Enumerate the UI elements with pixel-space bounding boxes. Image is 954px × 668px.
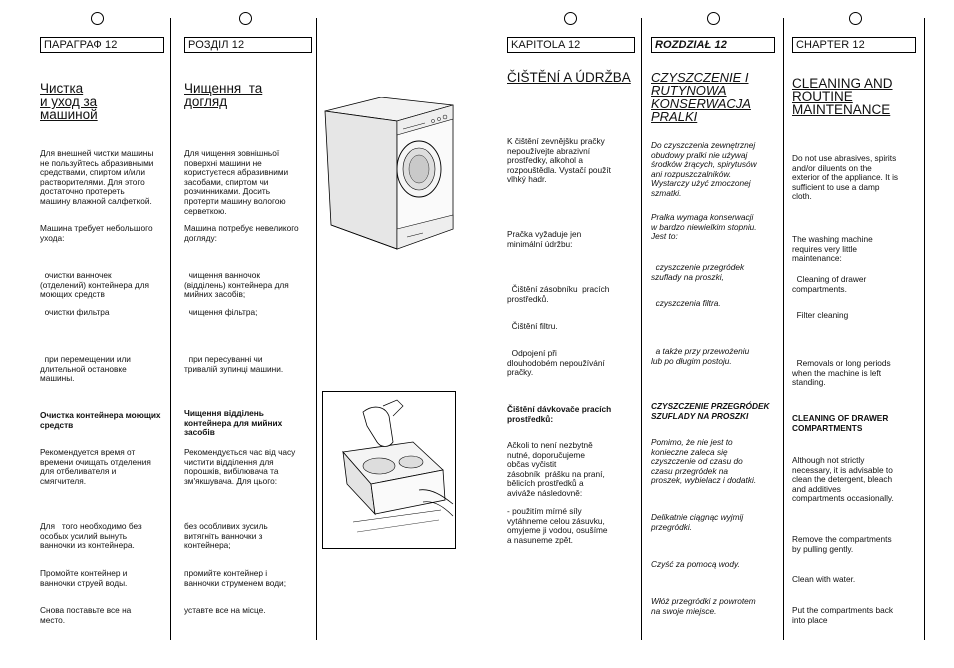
text-line: (отделений) контейнера для (40, 279, 150, 290)
text-line: Чистка (40, 81, 84, 96)
drawer-paragraph (651, 438, 756, 486)
column-divider (783, 18, 784, 640)
text-line: длительной остановке (40, 363, 127, 374)
section-title (792, 77, 893, 116)
text-line: czyszczenie przegródek (651, 262, 745, 272)
text-line: exterior of the appliance. It is (792, 172, 899, 183)
text-line: моющих средств (40, 289, 105, 300)
list-item-drawer (507, 285, 609, 304)
text-line: na swoje miejsce. (651, 605, 717, 616)
text-line: зм'якшувача. Для цього: (184, 475, 278, 486)
text-line: requires very little (792, 243, 858, 254)
text-line: чищення ванночок (184, 270, 260, 280)
text-line: aviváže následovně: (507, 487, 583, 498)
text-line: Remove the compartments (792, 534, 892, 544)
text-line: растворителями. Для этого (40, 176, 145, 187)
text-line: rozpouštědla. Vystačí použít (507, 164, 611, 175)
text-line: COMPARTMENTS (792, 422, 863, 433)
text-line: w bardzo niewielkim stopniu. (651, 221, 757, 232)
chapter-header: ROZDZIAŁ 12 (651, 37, 775, 53)
text-line: користуєтеся абразивними (184, 167, 289, 178)
list-item-removal (40, 355, 131, 384)
text-line: Put the compartments back (792, 605, 893, 615)
maintenance-intro (40, 224, 153, 243)
text-line: Čištění zásobníku pracích (507, 284, 610, 294)
text-line: и уход за (40, 94, 98, 109)
text-line: środków żrących, spirytusów (651, 159, 757, 170)
text-line: szmatki. (651, 187, 682, 198)
drawer-paragraph (507, 441, 605, 499)
text-line: SZUFLADY NA PROSZKI (651, 410, 749, 421)
text-line: Filter cleaning (792, 310, 849, 320)
subsection-title (651, 402, 769, 421)
text-line: Для внешней чистки машины (40, 148, 154, 158)
text-line: prostředků: (507, 413, 554, 424)
text-line: Чищення та (184, 81, 263, 96)
list-item-filter (184, 308, 257, 318)
text-line: (відділень) контейнера для (184, 279, 289, 290)
text-line: CZYSZCZENIE I (651, 70, 749, 85)
intro-paragraph (40, 149, 153, 207)
text-line: The washing machine (792, 234, 873, 244)
text-line: Wystarczy użyć zmoczonej (651, 178, 751, 189)
text-line: засобів (184, 427, 215, 438)
step-remove (651, 513, 743, 532)
text-line: тривалій зупинці машини. (184, 363, 284, 374)
maintenance-intro (792, 235, 873, 264)
text-line: and additives (792, 483, 841, 494)
maintenance-intro (651, 213, 757, 242)
text-line: Рекомендуется время от (40, 447, 136, 457)
chapter-header: KAPITOLA 12 (507, 37, 635, 53)
text-line: compartments. (792, 283, 847, 294)
detergent-drawer-illustration (322, 391, 456, 549)
text-line: into place (792, 614, 828, 625)
text-line: серветкою. (184, 205, 227, 216)
text-line: для отбеливателя и (40, 466, 117, 477)
text-line: ROUTINE (792, 89, 853, 104)
text-line: машиной (40, 107, 98, 122)
text-line: minimální údržbu: (507, 238, 573, 249)
text-line: смягчителя. (40, 475, 87, 486)
text-line: KONSERWACJA (651, 96, 751, 111)
text-line: lub po długim postoju. (651, 355, 732, 366)
text-line: Čištění dávkovače pracích (507, 404, 612, 414)
text-line: standing. (792, 377, 826, 388)
text-line: dlouhodobém nepoužívání (507, 357, 605, 368)
list-item-filter (651, 299, 721, 309)
text-line: CZYSZCZENIE PRZEGRÓDEK (651, 401, 770, 411)
text-line: vlhký hadr. (507, 174, 547, 185)
step-replace (651, 597, 756, 616)
list-item-removal (507, 349, 605, 378)
text-line: compartments occasionally. (792, 493, 894, 504)
text-line: очистки фильтра (40, 307, 110, 317)
section-title (507, 71, 631, 84)
text-line: чищення фільтра; (184, 307, 258, 317)
text-line: cloth. (792, 191, 812, 202)
subsection-title (184, 409, 282, 438)
text-line: Снова поставьте все на (40, 605, 132, 615)
step-wash (40, 569, 127, 588)
text-line: maintenance: (792, 253, 842, 264)
step-wash (184, 569, 286, 588)
text-line: поверхні машини не (184, 157, 262, 168)
text-line: Do not use abrasives, spirits (792, 153, 897, 163)
column-divider (641, 18, 642, 640)
text-line: Włóż przegródki z powrotem (651, 596, 756, 606)
column-divider (170, 18, 171, 640)
text-line: obudowy pralki nie używaj (651, 149, 748, 160)
subsection-title (40, 411, 161, 430)
text-line: bělicích prostředků a (507, 478, 584, 489)
text-line: машину влажной салфеткой. (40, 195, 152, 206)
list-item-drawer (184, 271, 289, 300)
column-divider (924, 18, 925, 640)
intro-paragraph (792, 154, 898, 202)
text-line: времени очищать отделения (40, 456, 151, 467)
text-line: без особливих зусиль (184, 521, 268, 531)
list-item-drawer (651, 263, 744, 282)
text-line: czasu przegródek na (651, 465, 729, 476)
text-line: Pomimo, że nie jest to (651, 437, 733, 447)
text-line: by pulling gently. (792, 543, 854, 554)
text-line: догляду: (184, 232, 217, 243)
chapter-header: CHAPTER 12 (792, 37, 916, 53)
text-line: prostředků. (507, 293, 549, 304)
step-remove (40, 522, 142, 551)
text-line: a także przy przewożeniu (651, 346, 750, 356)
drawer-paragraph (40, 448, 151, 486)
text-line: ванночки струменем води; (184, 577, 286, 588)
section-title (40, 82, 98, 121)
column-czech (507, 0, 635, 668)
text-line: a nasuneme zpět. (507, 534, 573, 545)
text-line: PRALKI (651, 109, 698, 124)
text-line: Рекомендується час від часу (184, 447, 296, 457)
text-line: vytáhneme celou zásuvku, (507, 515, 605, 526)
text-line: CLEANING OF DRAWER (792, 413, 889, 423)
list-item-removal (184, 355, 283, 374)
text-line: Although not strictly (792, 455, 865, 465)
text-line: Для чищення зовнішньої (184, 148, 280, 158)
text-line: Čištění filtru. (507, 321, 558, 331)
text-line: средствами, спиртом и/или (40, 167, 145, 178)
text-line: CLEANING AND (792, 76, 893, 91)
column-russian (40, 0, 165, 668)
chapter-header: ПАРАГРАФ 12 (40, 37, 164, 53)
text-line: Do czyszczenia zewnętrznej (651, 140, 756, 150)
chapter-header: РОЗДІЛ 12 (184, 37, 312, 53)
text-line: достаточно протереть (40, 186, 125, 197)
text-line: контейнера; (184, 540, 231, 551)
section-title (184, 82, 262, 108)
text-line: уставте все на місце. (184, 605, 266, 615)
step-replace (792, 606, 893, 625)
column-ukrainian (184, 0, 312, 668)
text-line: necessary, it is advisable to (792, 464, 893, 475)
text-line: prostředky, alkohol a (507, 155, 583, 166)
text-line: clean the detergent, bleach (792, 474, 893, 485)
step-remove (184, 522, 268, 551)
step-wash (792, 575, 855, 585)
text-line: Pralka wymaga konserwacji (651, 212, 754, 222)
drawer-paragraph (184, 448, 295, 486)
list-item-drawer (792, 275, 866, 294)
text-line: промийте контейнер і (184, 568, 268, 578)
text-line: порошків, вибілювача та (184, 466, 279, 477)
text-line: средств (40, 419, 74, 430)
text-line: Машина требует небольшого (40, 223, 153, 233)
maintenance-intro (184, 224, 299, 243)
text-line: konieczne zaleca się (651, 446, 728, 457)
text-line: засобами, спиртом чи (184, 176, 269, 187)
text-line: при пересуванні чи (184, 354, 263, 364)
intro-paragraph (651, 141, 757, 199)
text-line: очистки ванночек (40, 270, 112, 280)
list-item-removal (792, 359, 891, 388)
text-line: Для того необходимо без (40, 521, 142, 531)
text-line: Jest to: (651, 231, 678, 242)
list-item-filter (792, 311, 848, 321)
text-line: Odpojení při (507, 348, 557, 358)
text-line: Pračka vyžaduje jen (507, 229, 582, 239)
text-line: особых усилий вынуть (40, 530, 128, 541)
text-line: RUTYNOWA (651, 83, 727, 98)
text-line: Машина потребує невеликого (184, 223, 299, 233)
text-line: догляд (184, 94, 228, 109)
text-line: ČIŠTĚNÍ A ÚDRŽBA (507, 70, 631, 85)
maintenance-intro (507, 230, 581, 249)
step-wash (651, 560, 740, 570)
step-replace (40, 606, 131, 625)
text-line: Czyść za pomocą wody. (651, 559, 740, 569)
text-line: ухода: (40, 232, 65, 243)
text-line: контейнера для мийних (184, 417, 283, 428)
text-line: nutné, doporučujeme (507, 449, 585, 460)
step-remove-wash-replace (507, 507, 608, 545)
text-line: nepoužívejte abrazivní (507, 145, 591, 156)
text-line: sufficient to use a damp (792, 181, 880, 192)
subsection-title (792, 414, 888, 433)
text-line: Cleaning of drawer (792, 274, 867, 284)
intro-paragraph (507, 137, 611, 185)
column-divider (316, 18, 317, 640)
text-line: Очистка контейнера моющих (40, 410, 161, 420)
washing-machine-illustration (321, 97, 455, 253)
text-line: when the machine is left (792, 367, 882, 378)
text-line: przegródki. (651, 521, 693, 532)
text-line: proszek, wybielacz i dodatki. (651, 475, 757, 486)
text-line: мийних засобів; (184, 289, 246, 300)
text-line: Ačkoli to není nezbytně (507, 440, 593, 450)
text-line: ванночки из контейнера. (40, 540, 135, 551)
text-line: - použitím mírné síly (507, 506, 582, 516)
text-line: при перемещении или (40, 354, 131, 364)
text-line: чистити відділення для (184, 456, 274, 467)
text-line: розчинниками. Досить (184, 186, 271, 197)
list-item-filter (507, 322, 558, 332)
text-line: протерти машину вологою (184, 195, 286, 206)
text-line: не пользуйтесь абразивными (40, 157, 154, 168)
list-item-drawer (40, 271, 149, 300)
intro-paragraph (184, 149, 288, 216)
column-polish (651, 0, 779, 668)
text-line: szuflady na proszki, (651, 271, 724, 282)
text-line: Clean with water. (792, 574, 856, 584)
column-english (792, 0, 920, 668)
text-line: Delikatnie ciągnąc wyjmij (651, 512, 744, 522)
text-line: машины. (40, 373, 75, 384)
text-line: K čištění zevnějšku pračky (507, 136, 605, 146)
drawer-paragraph (792, 456, 894, 504)
detergent-drawer-icon (323, 392, 455, 548)
text-line: czyszczenie od czasu do (651, 456, 743, 467)
washing-machine-icon (321, 97, 455, 253)
text-line: Removals or long periods (792, 358, 891, 368)
text-line: ванночки струей воды. (40, 577, 128, 588)
text-line: место. (40, 614, 66, 625)
section-title (651, 71, 751, 123)
text-line: czyszczenia filtra. (651, 298, 721, 308)
list-item-removal (651, 347, 749, 366)
step-remove (792, 535, 892, 554)
text-line: витягніть ванночки з (184, 530, 263, 541)
list-item-filter (40, 308, 110, 318)
text-line: Чищення відділень (184, 408, 264, 418)
text-line: ani rozpuszczalników. (651, 168, 732, 179)
text-line: občas vyčistit (507, 459, 557, 470)
text-line: Промойте контейнер и (40, 568, 128, 578)
text-line: zásobník prášku na praní, (507, 468, 605, 479)
step-replace (184, 606, 266, 616)
text-line: and/or diluents on the (792, 162, 872, 173)
text-line: pračky. (507, 367, 534, 378)
text-line: omyjeme ji vodou, osušíme (507, 525, 608, 536)
subsection-title (507, 405, 611, 424)
text-line: MAINTENANCE (792, 102, 891, 117)
